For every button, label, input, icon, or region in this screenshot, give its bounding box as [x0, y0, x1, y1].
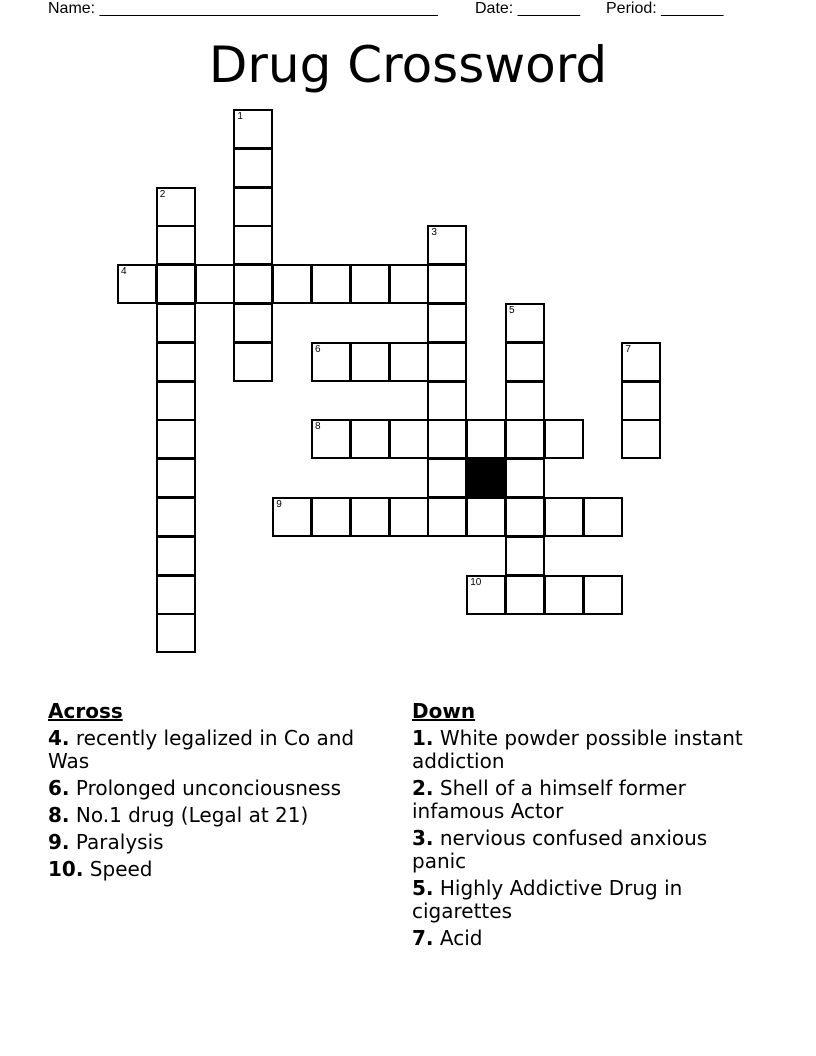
down-heading: Down — [412, 699, 476, 723]
grid-cell[interactable] — [427, 225, 467, 265]
grid-cell[interactable] — [156, 264, 196, 304]
across-clue-list — [48, 727, 388, 881]
down-clue — [412, 727, 752, 773]
grid-cell[interactable] — [156, 536, 196, 576]
grid-cell[interactable] — [233, 342, 273, 382]
grid-cell[interactable] — [466, 575, 506, 615]
grid-cell[interactable] — [466, 419, 506, 459]
grid-cell[interactable] — [311, 264, 351, 304]
grid-cell[interactable] — [311, 419, 351, 459]
grid-cell[interactable] — [583, 497, 623, 537]
grid-cell[interactable] — [389, 264, 429, 304]
down-clue-list — [412, 727, 752, 950]
clue-text: Acid — [439, 926, 483, 950]
grid-cell[interactable] — [233, 148, 273, 188]
grid-cell[interactable] — [350, 264, 390, 304]
grid-cell[interactable] — [389, 497, 429, 537]
across-clues — [48, 700, 388, 885]
cell-number: 4 — [121, 266, 127, 278]
grid-cell[interactable] — [272, 264, 312, 304]
grid-cell[interactable] — [117, 264, 157, 304]
grid-cell[interactable] — [505, 303, 545, 343]
cell-number: 6 — [315, 343, 321, 355]
period-field-label: Period: _______ — [606, 0, 724, 17]
name-field-label: Name: ______________________________________ — [48, 0, 438, 17]
clue-number: 1. — [412, 726, 434, 750]
across-heading: Across — [48, 699, 123, 723]
down-clue — [412, 777, 752, 823]
grid-cell[interactable] — [505, 419, 545, 459]
grid-cell[interactable] — [156, 342, 196, 382]
grid-cell[interactable] — [427, 497, 467, 537]
clue-number: 2. — [412, 776, 434, 800]
grid-cell[interactable] — [505, 536, 545, 576]
grid-cell[interactable] — [544, 575, 584, 615]
clue-number: 6. — [48, 776, 70, 800]
grid-cell[interactable] — [156, 575, 196, 615]
grid-cell[interactable] — [195, 264, 235, 304]
clue-number: 5. — [412, 876, 434, 900]
clue-text: Paralysis — [75, 830, 164, 854]
grid-cell[interactable] — [350, 342, 390, 382]
clue-number: 9. — [48, 830, 70, 854]
grid-cell[interactable] — [311, 497, 351, 537]
grid-cell[interactable] — [233, 264, 273, 304]
cell-number: 5 — [509, 305, 515, 316]
cell-number: 9 — [276, 499, 282, 510]
clue-number: 7. — [412, 926, 434, 950]
grid-cell[interactable] — [350, 497, 390, 537]
grid-cell[interactable] — [156, 613, 196, 653]
clue-text: Shell of a himself former infamous Actor — [412, 776, 686, 823]
down-clue — [412, 827, 752, 873]
grid-cell[interactable] — [156, 225, 196, 265]
clue-text: nervious confused anxious panic — [412, 826, 708, 873]
grid-cell[interactable] — [233, 187, 273, 227]
down-clue — [412, 877, 752, 923]
cell-number: 10 — [470, 576, 482, 588]
cell-number: 1 — [237, 111, 243, 122]
grid-cell[interactable] — [427, 458, 467, 498]
grid-cell[interactable] — [427, 419, 467, 459]
grid-cell[interactable] — [505, 458, 545, 498]
across-clue — [48, 858, 388, 881]
grid-cell[interactable] — [156, 497, 196, 537]
clue-text: Highly Addictive Drug in cigarettes — [412, 876, 683, 923]
across-clue — [48, 804, 388, 827]
cell-number: 7 — [625, 343, 631, 355]
clue-number: 3. — [412, 826, 434, 850]
cell-number: 3 — [431, 227, 437, 239]
clue-text: Prolonged unconciousness — [75, 776, 342, 800]
grid-cell[interactable] — [272, 497, 312, 537]
grid-cell[interactable] — [233, 303, 273, 343]
grid-cell[interactable] — [233, 109, 273, 149]
across-clue — [48, 727, 388, 773]
grid-cell[interactable] — [427, 381, 467, 421]
grid-cell[interactable] — [583, 575, 623, 615]
grid-cell[interactable] — [427, 303, 467, 343]
grid-cell[interactable] — [621, 419, 661, 459]
grid-cell[interactable] — [156, 381, 196, 421]
page-title: Drug Crossword — [208, 36, 608, 94]
cell-number: 8 — [315, 421, 321, 433]
grid-cell[interactable] — [505, 342, 545, 382]
down-clues — [412, 700, 752, 954]
clue-number: 4. — [48, 726, 70, 750]
grid-cell[interactable] — [156, 303, 196, 343]
grid-cell[interactable] — [389, 419, 429, 459]
grid-cell[interactable] — [233, 225, 273, 265]
grid-cell[interactable] — [544, 419, 584, 459]
across-clue — [48, 831, 388, 854]
clue-text: recently legalized in Co and Was — [48, 726, 355, 773]
grid-cell[interactable] — [505, 381, 545, 421]
grid-cell[interactable] — [156, 187, 196, 227]
grid-cell[interactable] — [156, 419, 196, 459]
grid-cell[interactable] — [427, 264, 467, 304]
grid-cell[interactable] — [505, 497, 545, 537]
grid-cell[interactable] — [621, 342, 661, 382]
grid-cell[interactable] — [427, 342, 467, 382]
grid-cell[interactable] — [621, 381, 661, 421]
across-clue — [48, 777, 388, 800]
cell-number: 2 — [159, 188, 166, 200]
grid-cell-blocked — [466, 458, 506, 498]
grid-cell[interactable] — [544, 497, 584, 537]
grid-cell[interactable] — [389, 342, 429, 382]
grid-cell[interactable] — [311, 342, 351, 382]
clue-text: White powder possible instant addiction — [412, 726, 743, 773]
down-clue — [412, 927, 752, 950]
grid-cell[interactable] — [156, 458, 196, 498]
grid-cell[interactable] — [505, 575, 545, 615]
date-field-label: Date: _______ — [475, 0, 580, 17]
clue-text: Speed — [89, 857, 153, 881]
grid-cell[interactable] — [466, 497, 506, 537]
grid-cell[interactable] — [350, 419, 390, 459]
clue-text: No.1 drug (Legal at 21) — [75, 803, 309, 827]
clue-number: 10. — [48, 857, 84, 881]
clue-number: 8. — [48, 803, 70, 827]
